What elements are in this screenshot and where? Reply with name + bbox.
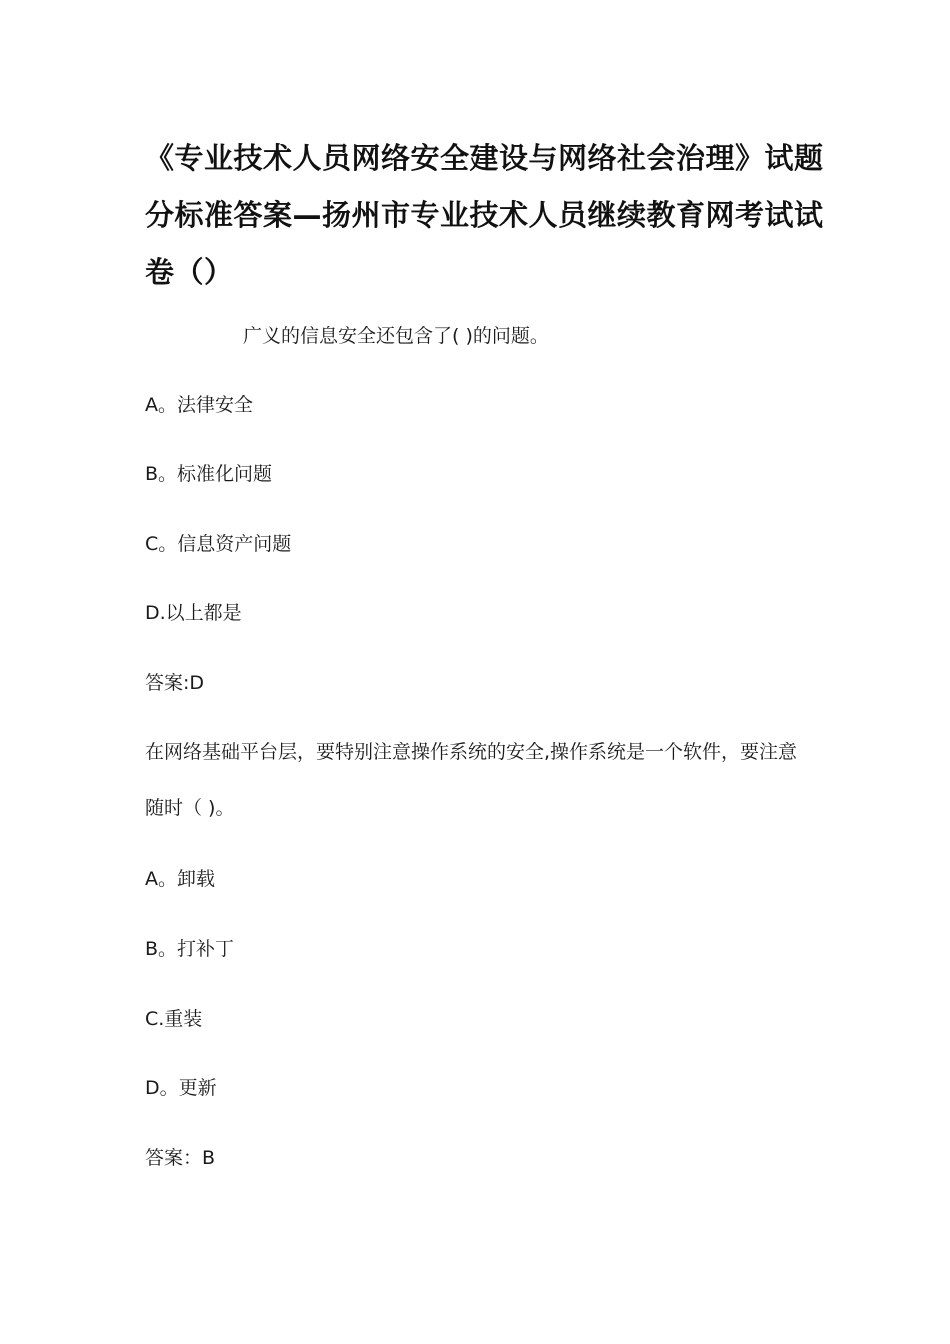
question-1-option-c: C。信息资产问题 [145, 533, 292, 555]
question-2-option-a: A。卸载 [145, 868, 215, 890]
question-2-text: 在网络基础平台层，要特别注意操作系统的安全,操作系统是一个软件，要注意随时（ )。 [145, 741, 798, 819]
question-1-option-a: A。法律安全 [145, 394, 253, 416]
question-2-answer: 答案：B [145, 1147, 216, 1169]
document-title: 《专业技术人员网络安全建设与网络社会治理》试题分标准答案—扬州市专业技术人员继续教育网考试试卷（） [145, 141, 824, 289]
question-2-option-b: B。打补丁 [145, 938, 235, 960]
question-1-text: 广义的信息安全还包含了( )的问题。 [243, 325, 549, 347]
question-2-option-d: D。更新 [145, 1077, 217, 1099]
question-1-option-b: B。标准化问题 [145, 463, 273, 485]
question-1-option-d: D.以上都是 [145, 602, 242, 624]
question-1-answer: 答案:D [145, 672, 205, 694]
question-2-option-c: C.重装 [145, 1008, 203, 1030]
